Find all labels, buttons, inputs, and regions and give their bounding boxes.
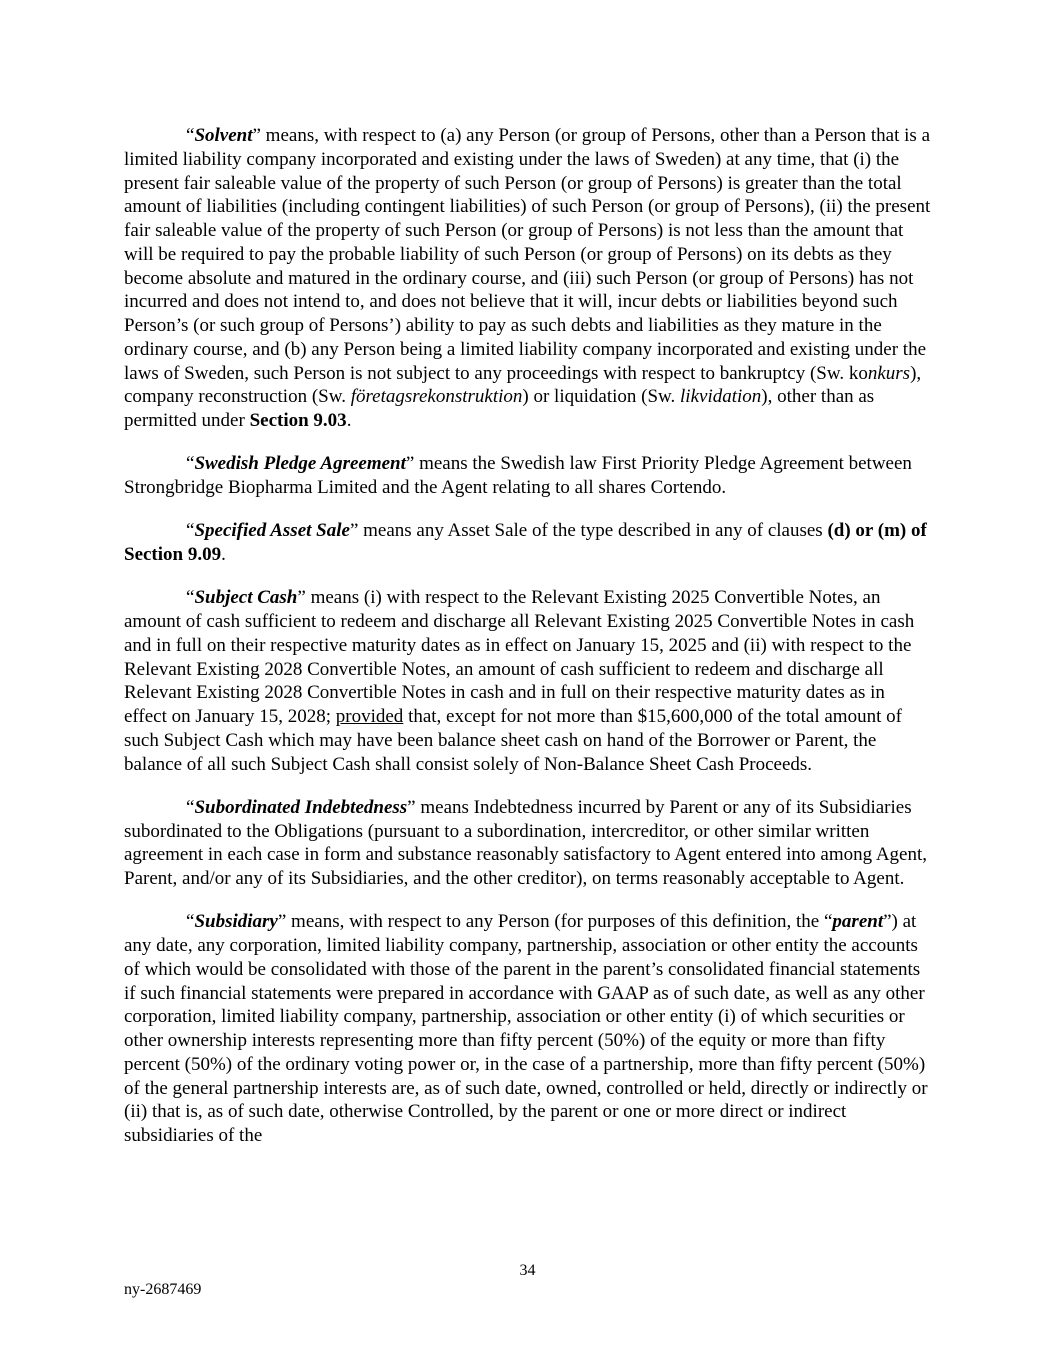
definition-paragraph — [124, 124, 932, 433]
definition-text: “ — [186, 453, 195, 475]
defined-term: Swedish Pledge Agreement — [194, 453, 406, 475]
definition-paragraph — [124, 796, 932, 891]
foreign-term: företagsrekonstruktion — [350, 386, 523, 408]
definition-text: ” means Indebtedness incurred by Parent or any of its Subsidiaries subordinated to the Obligations (pursuant to a subordination, intercreditor, or other similar written agreement in each case in form and substance reasonably satisfactory to Agent entered into among Agent, Parent, and/or any of its Subsidiaries, and the other creditor), on terms reasonably acceptable to Agent. — [124, 796, 928, 889]
definition-text: “ — [186, 125, 195, 146]
definition-text: . — [221, 544, 226, 565]
section-reference: (d) or (m) of Section 9.09 — [124, 520, 927, 565]
defined-term: Subject Cash — [194, 587, 298, 609]
underlined-text: provided — [335, 706, 404, 727]
definition-text: ”) at any date, any corporation, limited liability company, partnership, association or other entity the accounts of which would be consolidated with those of the parent in the parent’s consolidated financial statements if such financial statements were prepared in accordance with GAAP as of such date, as well as any other corporation, limited liability company, partnership, association or other entity (i) of which securities or other ownership interests representing more than fifty percent (50%) of the equity or more than fifty percent (50%) of the ordinary voting power or, in the case of a partnership, more than fifty percent (50%) of the general partnership interests are, as of such date, owned, controlled or held, directly or indirectly or (ii) that is, as of such date, otherwise Controlled, by the parent or one or more direct or indirect subsidiaries of the — [124, 911, 928, 1146]
definition-text: ” means any Asset Sale of the type described in any of clauses — [349, 520, 828, 542]
definition-text: ) or liquidation (Sw. — [522, 386, 681, 408]
page-number: 34 — [519, 1262, 536, 1279]
definition-text: ), company reconstruction (Sw. — [124, 362, 922, 408]
definition-text: “ — [186, 911, 195, 933]
definition-text: ” means, with respect to (a) any Person (or group of Persons, other than a Person that is a limited liability company incorporated and existing under the laws of Sweden) at any time, that (i) the present fair saleable value of the property of such Person (or group of Persons) is greater than the total amount of liabilities (including contingent liabilities) of such Person (or group of Persons), (ii) the present fair saleable value of the property of such Person (or group of Persons) is not less than the amount that will be required to pay the probable liability of such Person (or group of Persons) on its debts as they become absolute and matured in the ordinary course, and (iii) such Person (or group of Persons) has not incurred and does not intend to, and does not believe that it will, incur debts or liabilities beyond such Person’s (or such group of Persons’) ability to pay as such debts and liabilities as they mature in the ordinary course, and (b) any Person being a limited liability company incorporated and existing under the laws of Sweden, such Person is not subject to any proceedings with respect to bankruptcy (Sw. ko — [124, 125, 931, 384]
document-id: ny-2687469 — [124, 1281, 202, 1298]
definition-text: ” means, with respect to any Person (for purposes of this definition, the “ — [277, 911, 833, 933]
definition-text: “ — [186, 796, 195, 818]
foreign-term: nkurs — [867, 362, 911, 384]
defined-term: Specified Asset Sale — [194, 520, 350, 542]
definition-paragraph — [124, 452, 932, 500]
definition-text: that, except for not more than $15,600,000 of the total amount of such Subject Cash which may have been balance sheet cash on hand of the Borrower or Parent, the balance of all such Subject Cash shall consist solely of Non-Balance Sheet Cash Proceeds. — [124, 706, 902, 775]
defined-term: Subordinated Indebtedness — [194, 796, 408, 818]
definition-paragraph — [124, 586, 932, 776]
definition-text: . — [346, 410, 352, 431]
defined-term: Solvent — [194, 125, 253, 146]
definition-paragraph — [124, 910, 932, 1148]
definition-text: “ — [186, 587, 195, 609]
section-reference: Section 9.03 — [249, 410, 347, 431]
definition-text: ), other than as permitted under — [124, 386, 875, 431]
definition-text: “ — [186, 520, 195, 542]
foreign-term: likvidation — [680, 386, 762, 408]
defined-term: Subsidiary — [194, 911, 278, 933]
defined-term: parent — [832, 911, 884, 933]
definitions-body — [124, 124, 932, 1167]
definition-text: ” means the Swedish law First Priority Pledge Agreement between Strongbridge Biopharma Limited and the Agent relating to all shares Cortendo. — [124, 453, 912, 498]
definition-text: ” means (i) with respect to the Relevant Existing 2025 Convertible Notes, an amount of cash sufficient to redeem and discharge all Relevant Existing 2025 Convertible Notes in cash and in full on their respective maturity dates as in effect on January 15, 2025 and (ii) with respect to the Relevant Existing 2028 Convertible Notes, an amount of cash sufficient to redeem and discharge all Relevant Existing 2028 Convertible Notes in cash and in full on their respective maturity dates as in effect on January 15, 2028; — [124, 587, 915, 727]
definition-paragraph — [124, 519, 932, 567]
